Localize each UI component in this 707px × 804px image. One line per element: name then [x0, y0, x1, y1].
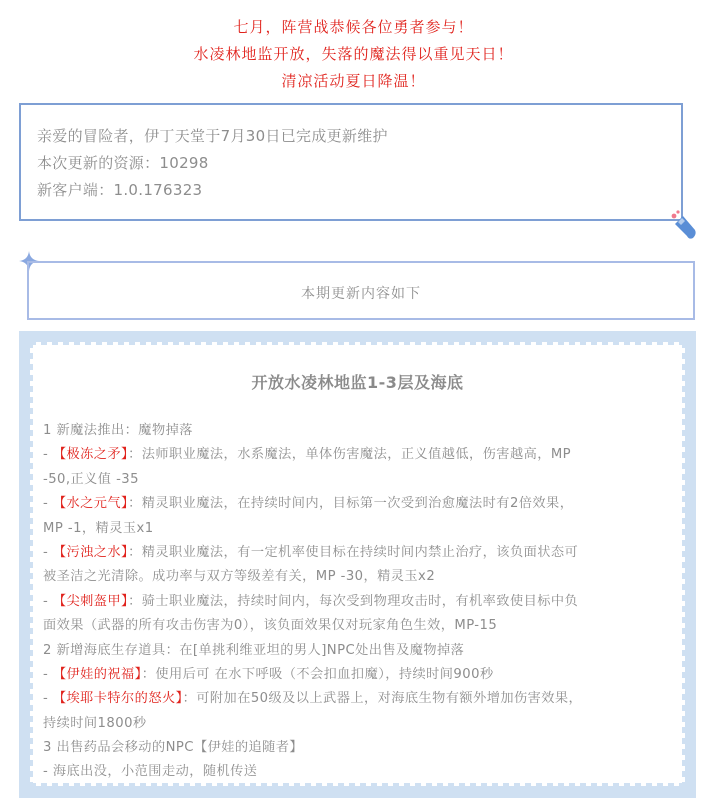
bullet: -	[43, 666, 53, 682]
update-line: MP -1，精灵玉x1	[43, 520, 154, 536]
update-title-box	[27, 261, 695, 320]
notice-resource-version: 本次更新的资源：10298	[37, 154, 209, 172]
update-line	[43, 541, 673, 565]
update-line: 3 出售药品会移动的NPC【伊娃的追随者】	[43, 740, 304, 756]
skill-name: 【极冻之矛】	[52, 447, 129, 463]
update-line	[43, 687, 673, 711]
update-line	[43, 590, 673, 614]
notice-maintenance-line: 亲爱的冒险者，伊丁天堂于7月30日已完成更新维护	[37, 127, 388, 145]
maintenance-notice-box	[19, 103, 683, 221]
update-line: - 海底出没，小范围走动，随机传送	[43, 764, 258, 780]
skill-desc: ：骑士职业魔法，持续时间内，每次受到物理攻击时，有机率致使目标中负	[128, 593, 579, 609]
skill-name: 【污浊之水】	[52, 544, 129, 560]
bullet: -	[43, 691, 53, 707]
skill-desc: ：法师职业魔法，水系魔法，单体伤害魔法，正义值越低，伤害越高，MP	[128, 447, 572, 463]
item-desc: ：可附加在50级及以上武器上，对海底生物有额外增加伤害效果，	[182, 691, 583, 707]
update-details	[43, 419, 673, 785]
bullet: -	[43, 544, 53, 560]
update-title: 本期更新内容如下	[301, 286, 421, 302]
skill-name: 【尖刺盔甲】	[52, 593, 129, 609]
dashed-border-right	[682, 342, 685, 786]
skill-desc: ：精灵职业魔法，在持续时间内，目标第一次受到治愈魔法时有2倍效果，	[128, 496, 574, 512]
bullet: -	[43, 447, 53, 463]
update-line: 2 新增海底生存道具：在[单挑利维亚坦的男人]NPC处出售及魔物掉落	[43, 642, 465, 658]
headline-line-2: 水凌林地监开放，失落的魔法得以重见天日！	[193, 45, 514, 63]
blue-paint-corner-icon	[669, 208, 699, 242]
skill-name: 【水之元气】	[52, 496, 129, 512]
skill-desc: ：精灵职业魔法，有一定机率使目标在持续时间内禁止治疗，该负面状态可	[128, 544, 579, 560]
headline-line-1: 七月，阵营战恭候各位勇者参与！	[233, 18, 474, 36]
update-line	[43, 492, 673, 516]
item-name: 【伊娃的祝福】	[52, 666, 142, 682]
update-line: 被圣洁之光清除。成功率与双方等级差有关，MP -30，精灵玉x2	[43, 569, 436, 585]
section-heading: 开放水凌林地监1-3层及海底	[251, 373, 464, 392]
update-content-frame	[19, 331, 696, 798]
dashed-border-top	[30, 342, 685, 345]
bullet: -	[43, 593, 53, 609]
update-line: 1 新魔法推出：魔物掉落	[43, 423, 193, 438]
notice-client-version: 新客户端：1.0.176323	[37, 181, 203, 199]
dashed-border-left	[30, 342, 33, 786]
item-desc: ：使用后可 在水下呼吸（不会扣血扣魔），持续时间900秒	[141, 666, 494, 682]
update-line: 面效果（武器的所有攻击伤害为0），该负面效果仅对玩家角色生效，MP-15	[43, 618, 498, 634]
item-name: 【埃耶卡特尔的怒火】	[52, 691, 183, 707]
headline-line-3: 清凉活动夏日降温！	[281, 72, 426, 90]
update-line	[43, 663, 673, 687]
update-line	[43, 443, 673, 467]
update-content-paper	[30, 342, 685, 786]
update-line: -50,正义值 -35	[43, 471, 139, 487]
bullet: -	[43, 496, 53, 512]
update-line: 持续时间1800秒	[43, 715, 147, 731]
